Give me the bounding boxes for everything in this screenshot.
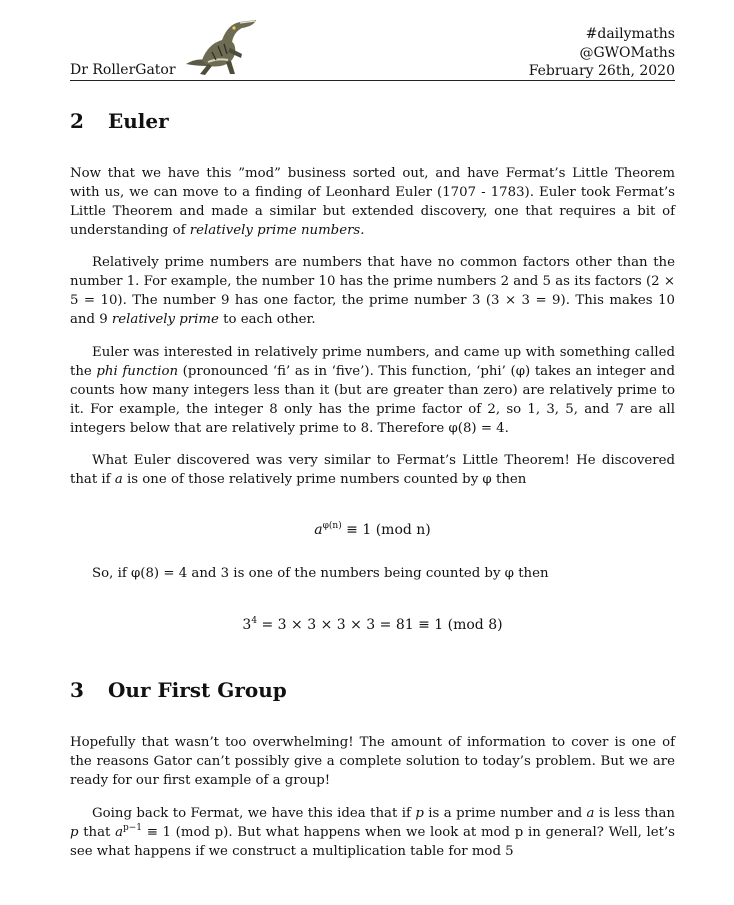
math-variable: p — [415, 806, 424, 821]
header-rule — [70, 80, 675, 81]
text: that — [78, 825, 116, 840]
text: Relatively prime numbers are numbers that have no common factors other than the number 1. For example, the number 10 has the prime numbers 2 and 5 as its factors (2 × 5 = 10). The number 9 has one factor, the prime number 3 (3 × 3 = 9). This makes 10 and 9 — [70, 255, 675, 327]
equation-example — [70, 617, 675, 633]
header-meta — [529, 25, 675, 81]
paragraph-fermat-mod — [70, 804, 675, 861]
math-variable: a — [314, 522, 323, 538]
section-title: Our First Group — [108, 678, 287, 702]
equation-euler-theorem — [70, 522, 675, 538]
text: So, if φ(8) = 4 and 3 is one of the numbers being counted by φ then — [92, 566, 549, 581]
text: is one of those relatively prime numbers counted by φ then — [122, 472, 527, 487]
text: Going back to Fermat, we have this idea that if — [92, 806, 416, 821]
math-variable: a — [586, 806, 595, 821]
section-title: Euler — [108, 109, 169, 133]
math-text: ≡ 1 (mod n) — [341, 522, 431, 538]
math-variable: p — [70, 825, 79, 840]
text: to each other. — [218, 312, 316, 327]
author-name: Dr RollerGator — [70, 62, 176, 78]
date: February 26th, 2020 — [528, 63, 675, 79]
emphasis-text: relatively prime numbers. — [189, 223, 365, 238]
text: What Euler discovered was very similar to Fermat’s Little Theorem! He discovered that if — [70, 453, 675, 487]
emphasis-text: phi function — [96, 364, 179, 379]
paragraph-example — [70, 564, 675, 583]
text: Now that we have this ”mod” business sorted out, and have Fermat’s Little Theorem with us, we can move to a finding of Leonhard Euler (1707 - 1783). Euler took Fermat’s Little Theorem and made a similar but extended discovery, one that requires a bit of understanding of — [70, 166, 675, 238]
math-text: 3 — [242, 617, 252, 633]
text: (pronounced ‘fi’ as in ‘five’). This function, ‘phi’ (φ) takes an integer and counts how many integers less than it (but are greater than zero) are relatively prime to it. For example, the integer 8 only has the prime factor of 2, so 1, 3, 5, and 7 are all integers below that are relatively prime to 8. Therefore φ(8) = 4. — [70, 364, 676, 436]
paragraph-overwhelming — [70, 733, 675, 790]
section-heading-euler — [70, 109, 169, 133]
paragraph-relatively-prime — [70, 253, 675, 329]
section-number: 2 — [70, 109, 84, 133]
text: is less than — [594, 806, 675, 821]
emphasis-text: relatively prime — [111, 312, 219, 327]
paragraph-phi-function — [70, 343, 675, 438]
hashtag: #dailymaths — [585, 26, 675, 42]
math-variable: a — [115, 825, 123, 840]
section-heading-first-group — [70, 678, 287, 702]
text: Euler was interested in relatively prime numbers, and came up with something called the — [70, 345, 675, 379]
section-number: 3 — [70, 678, 84, 702]
text: Hopefully that wasn’t too overwhelming! The amount of information to cover is one of the reasons Gator can’t possibly give a complete solution to today’s problem. But we are ready for our first example of a group! — [70, 735, 675, 788]
math-text: = 3 × 3 × 3 × 3 = 81 ≡ 1 (mod 8) — [257, 617, 503, 633]
paragraph-intro — [70, 164, 675, 240]
text: is a prime number and — [423, 806, 587, 821]
paragraph-euler-discovery — [70, 451, 675, 489]
math-variable: a — [114, 472, 123, 487]
math-exponent: p−1 — [123, 823, 143, 833]
alligator-icon — [178, 14, 258, 78]
page-header — [70, 0, 675, 81]
math-exponent: φ(n) — [322, 521, 342, 531]
math-exponent: 4 — [251, 616, 258, 626]
text: ≡ 1 (mod p). But what happens when we look at mod p in general? Well, let’s see what happens if we construct a multiplication table for mod 5 — [70, 825, 675, 859]
twitter-handle: @GWOMaths — [579, 44, 675, 61]
